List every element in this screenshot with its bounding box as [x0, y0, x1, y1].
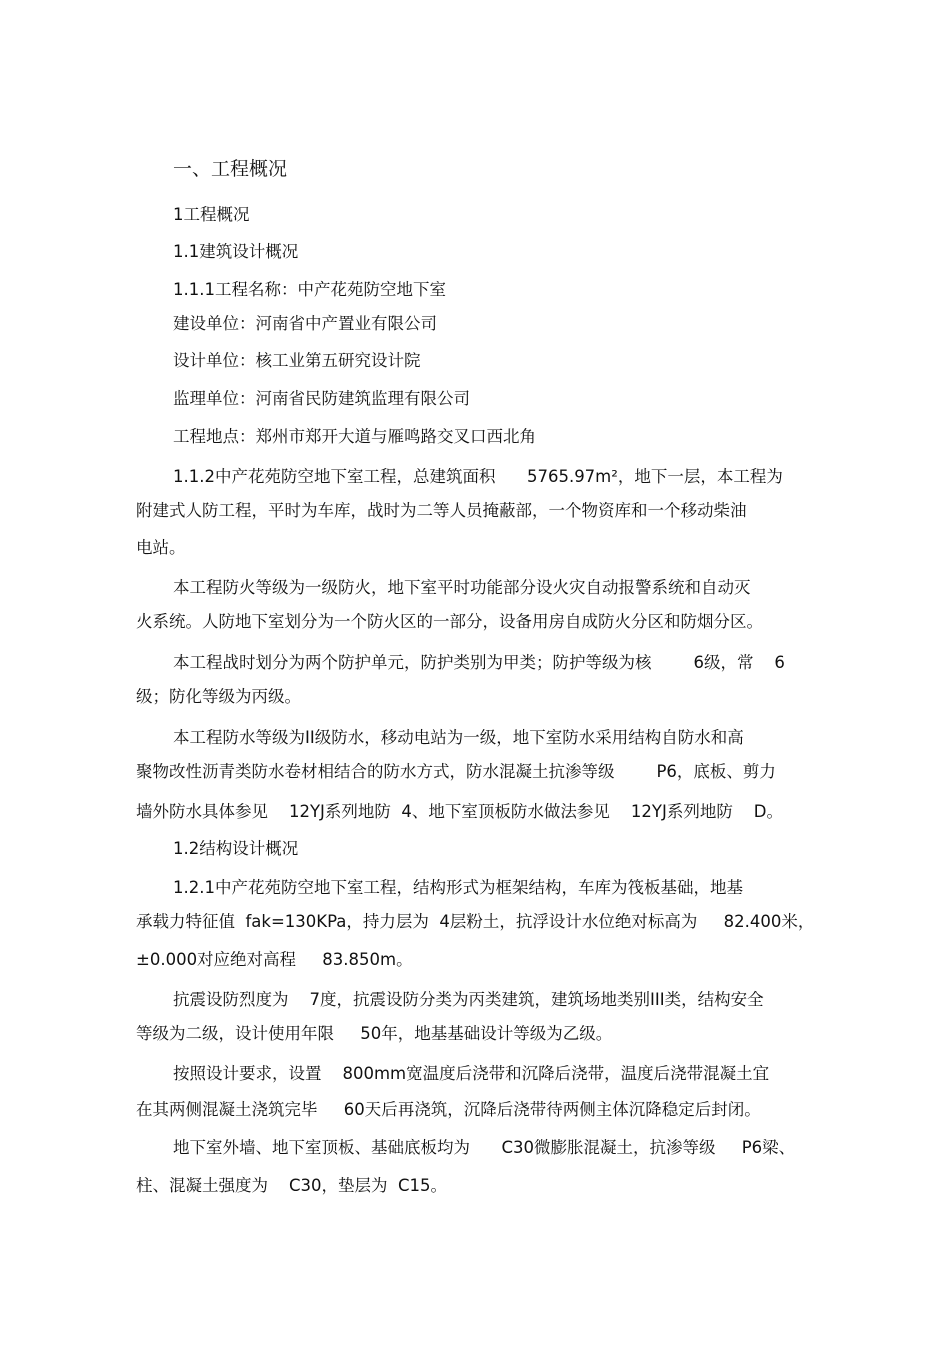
paragraph-1-1-2-line: 附建式人防工程，平时为车库，战时为二等人员掩蔽部，一个物资库和一个移动柴油 — [136, 501, 747, 520]
section-title-1-1: 1.1建筑设计概况 — [173, 242, 299, 261]
design-unit: 设计单位：核工业第五研究设计院 — [173, 351, 421, 370]
paragraph-1-2-1-line: 承载力特征值 fak=130KPa，持力层为 4层粉土，抗浮设计水位绝对标高为 82.400米， — [136, 912, 815, 931]
client-unit: 建设单位：河南省中产置业有限公司 — [173, 314, 437, 333]
paragraph-pour-strip-line: 按照设计要求，设置 800mm宽温度后浇带和沉降后浇带，温度后浇带混凝土宜 — [173, 1064, 770, 1083]
paragraph-waterproof-line: 墙外防水具体参见 12YJ系列地防 4、地下室顶板防水做法参见 12YJ系列地防 D。 — [136, 802, 784, 821]
section-title-1-2: 1.2结构设计概况 — [173, 839, 299, 858]
project-location: 工程地点：郑州市郑开大道与雁鸣路交叉口西北角 — [173, 427, 536, 446]
project-name: 1.1.1工程名称：中产花苑防空地下室 — [173, 280, 446, 299]
paragraph-1-2-1-line: ±0.000对应绝对高程 83.850m。 — [136, 950, 413, 969]
paragraph-waterproof-line: 本工程防水等级为II级防水，移动电站为一级，地下室防水采用结构自防水和高 — [173, 728, 744, 747]
paragraph-seismic-line: 等级为二级，设计使用年限 50年，地基基础设计等级为乙级。 — [136, 1024, 613, 1043]
supervision-unit: 监理单位：河南省民防建筑监理有限公司 — [173, 389, 470, 408]
paragraph-concrete-line: 柱、混凝土强度为 C30，垫层为 C15。 — [136, 1176, 448, 1195]
paragraph-pour-strip-line: 在其两侧混凝土浇筑完毕 60天后再浇筑，沉降后浇带待两侧主体沉降稳定后封闭。 — [136, 1100, 761, 1119]
paragraph-protection-line: 本工程战时划分为两个防护单元，防护类别为甲类；防护等级为核 6级，常 6 — [173, 653, 785, 672]
paragraph-1-1-2-line: 电站。 — [136, 538, 186, 557]
paragraph-fire-line: 火系统。人防地下室划分为一个防火区的一部分，设备用房自成防火分区和防烟分区。 — [136, 612, 763, 631]
paragraph-1-1-2-line: 1.1.2中产花苑防空地下室工程，总建筑面积 5765.97m²，地下一层，本工程为 — [173, 467, 783, 486]
paragraph-seismic-line: 抗震设防烈度为 7度，抗震设防分类为丙类建筑，建筑场地类别III类，结构安全 — [173, 990, 764, 1009]
document-heading: 一、工程概况 — [173, 158, 288, 180]
paragraph-waterproof-line: 聚物改性沥青类防水卷材相结合的防水方式，防水混凝土抗渗等级 P6，底板、剪力 — [136, 762, 776, 781]
paragraph-1-2-1-line: 1.2.1中产花苑防空地下室工程，结构形式为框架结构，车库为筏板基础，地基 — [173, 878, 743, 897]
paragraph-protection-line: 级；防化等级为丙级。 — [136, 687, 301, 706]
paragraph-fire-line: 本工程防火等级为一级防火，地下室平时功能部分设火灾自动报警系统和自动灭 — [173, 578, 751, 597]
paragraph-concrete-line: 地下室外墙、地下室顶板、基础底板均为 C30微膨胀混凝土，抗渗等级 P6梁、 — [173, 1138, 796, 1157]
section-title-1: 1工程概况 — [173, 205, 250, 224]
